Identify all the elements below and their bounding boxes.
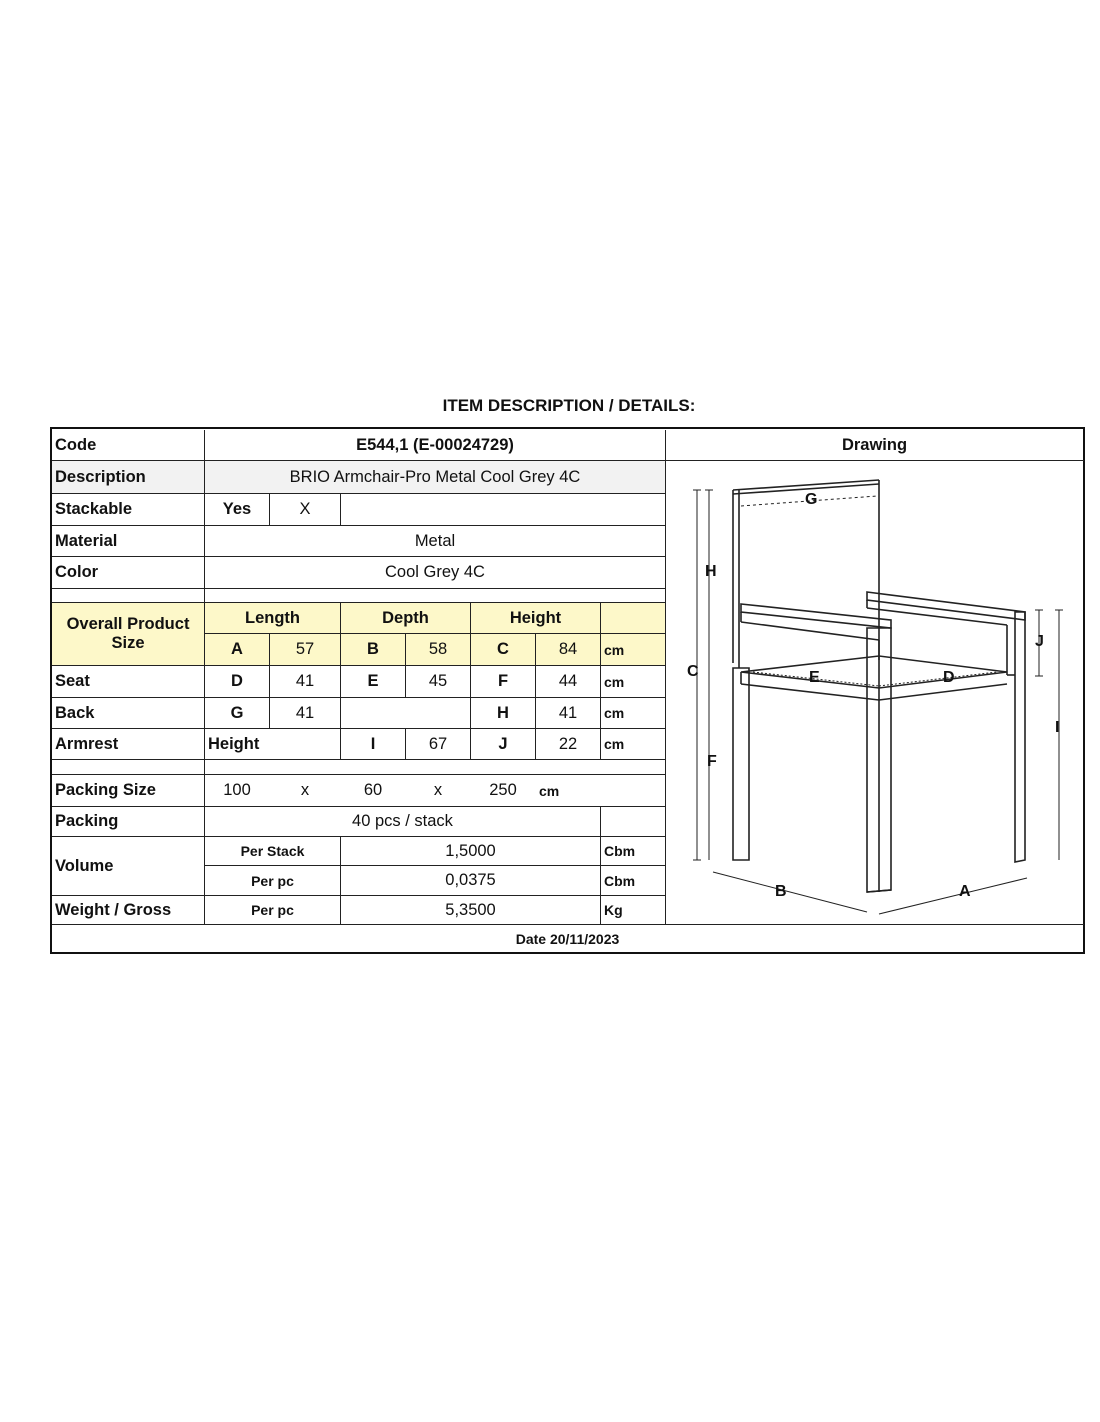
dim-b-line: [713, 872, 867, 912]
material-value: Metal: [414, 531, 456, 550]
front-left-leg: [733, 668, 749, 860]
weight-unit: Kg: [604, 902, 623, 918]
armrest-label: Armrest: [55, 734, 119, 753]
color-label: Color: [55, 563, 99, 581]
seat-depth-key: E: [367, 672, 379, 690]
armrest-depth-value: 67: [428, 734, 448, 753]
stackable-label: Stackable: [55, 500, 133, 518]
volume-per-stack-label: Per Stack: [240, 843, 305, 859]
label-h: H: [705, 563, 717, 580]
volume-label: Volume: [55, 856, 114, 875]
length-header: Length: [205, 603, 340, 633]
packing-label: Packing: [55, 812, 119, 830]
overall-height-value: 84: [536, 634, 600, 665]
armrest-depth-key: I: [370, 734, 376, 753]
armrest-sub-label: Height: [208, 734, 260, 753]
seat-height-value: 44: [558, 672, 578, 690]
overall-size-label-line2: Size: [111, 634, 145, 652]
seat-height-key: F: [497, 672, 509, 690]
label-i: I: [1055, 719, 1060, 736]
rear-right-leg: [1015, 612, 1025, 862]
volume-per-pc-value: 0,0375: [445, 871, 496, 889]
overall-size-label-line1: Overall Product: [66, 615, 190, 633]
page-title: ITEM DESCRIPTION / DETAILS:: [442, 396, 696, 415]
material-label: Material: [55, 531, 118, 550]
code-value: E544,1 (E-00024729): [356, 435, 514, 454]
right-arm-top: [867, 592, 1025, 620]
description-label: Description: [52, 461, 204, 493]
overall-length-value: 57: [270, 634, 340, 665]
packing-size-length: 100: [223, 781, 251, 799]
back-length-key: G: [230, 703, 244, 722]
code-label: Code: [55, 435, 97, 454]
label-j: J: [1035, 633, 1044, 650]
stackable-yes: Yes: [222, 500, 252, 518]
label-b: B: [775, 883, 787, 900]
back-unit: cm: [604, 705, 625, 721]
seat-label: Seat: [55, 672, 90, 690]
height-header: Height: [471, 603, 600, 633]
seat-length-value: 41: [295, 672, 315, 690]
seat-unit: cm: [604, 673, 625, 690]
seat-frame: [741, 656, 1007, 688]
overall-length-key: A: [205, 634, 269, 665]
date-footer: Date 20/11/2023: [515, 930, 620, 947]
color-value: Cool Grey 4C: [385, 563, 485, 581]
back-label: Back: [55, 703, 95, 722]
volume-per-pc-label: Per pc: [251, 872, 294, 889]
seat-length-key: D: [231, 672, 243, 690]
back-height-key: H: [497, 703, 509, 722]
packing-size-unit: cm: [539, 782, 560, 799]
drawing-header: Drawing: [841, 435, 908, 454]
stackable-mark: X: [299, 500, 311, 518]
packing-size-label: Packing Size: [55, 781, 156, 799]
packing-size-x1: x: [300, 781, 310, 799]
armrest-unit: cm: [604, 736, 625, 752]
weight-label: Weight / Gross: [55, 900, 172, 919]
back-height-value: 41: [558, 703, 578, 722]
armrest-height-key: J: [498, 734, 508, 753]
label-c: C: [687, 663, 699, 680]
label-a: A: [959, 883, 971, 900]
weight-value: 5,3500: [445, 900, 496, 919]
depth-header: Depth: [341, 603, 470, 633]
volume-per-pc-unit: Cbm: [604, 872, 636, 889]
packing-size-width: 60: [363, 781, 383, 799]
dim-a-line: [879, 878, 1027, 914]
packing-value: 40 pcs / stack: [352, 812, 453, 830]
label-e: E: [809, 669, 820, 686]
back-length-value: 41: [295, 703, 315, 722]
armrest-height-value: 22: [558, 734, 578, 753]
packing-size-height: 250: [489, 781, 517, 799]
seat-depth-value: 45: [428, 672, 448, 690]
label-f: F: [707, 753, 717, 770]
volume-per-stack-unit: Cbm: [604, 843, 636, 859]
chair-drawing: [667, 460, 1083, 924]
volume-per-stack-value: 1,5000: [445, 841, 496, 860]
overall-depth-value: 58: [406, 634, 470, 665]
label-g: G: [805, 491, 818, 508]
label-d: D: [943, 669, 955, 686]
overall-depth-key: B: [341, 634, 405, 665]
weight-per-pc-label: Per pc: [251, 902, 294, 918]
overall-height-key: C: [471, 634, 535, 665]
packing-size-x2: x: [433, 781, 443, 799]
description-value: BRIO Armchair-Pro Metal Cool Grey 4C: [205, 461, 665, 493]
overall-unit: cm: [601, 634, 665, 665]
